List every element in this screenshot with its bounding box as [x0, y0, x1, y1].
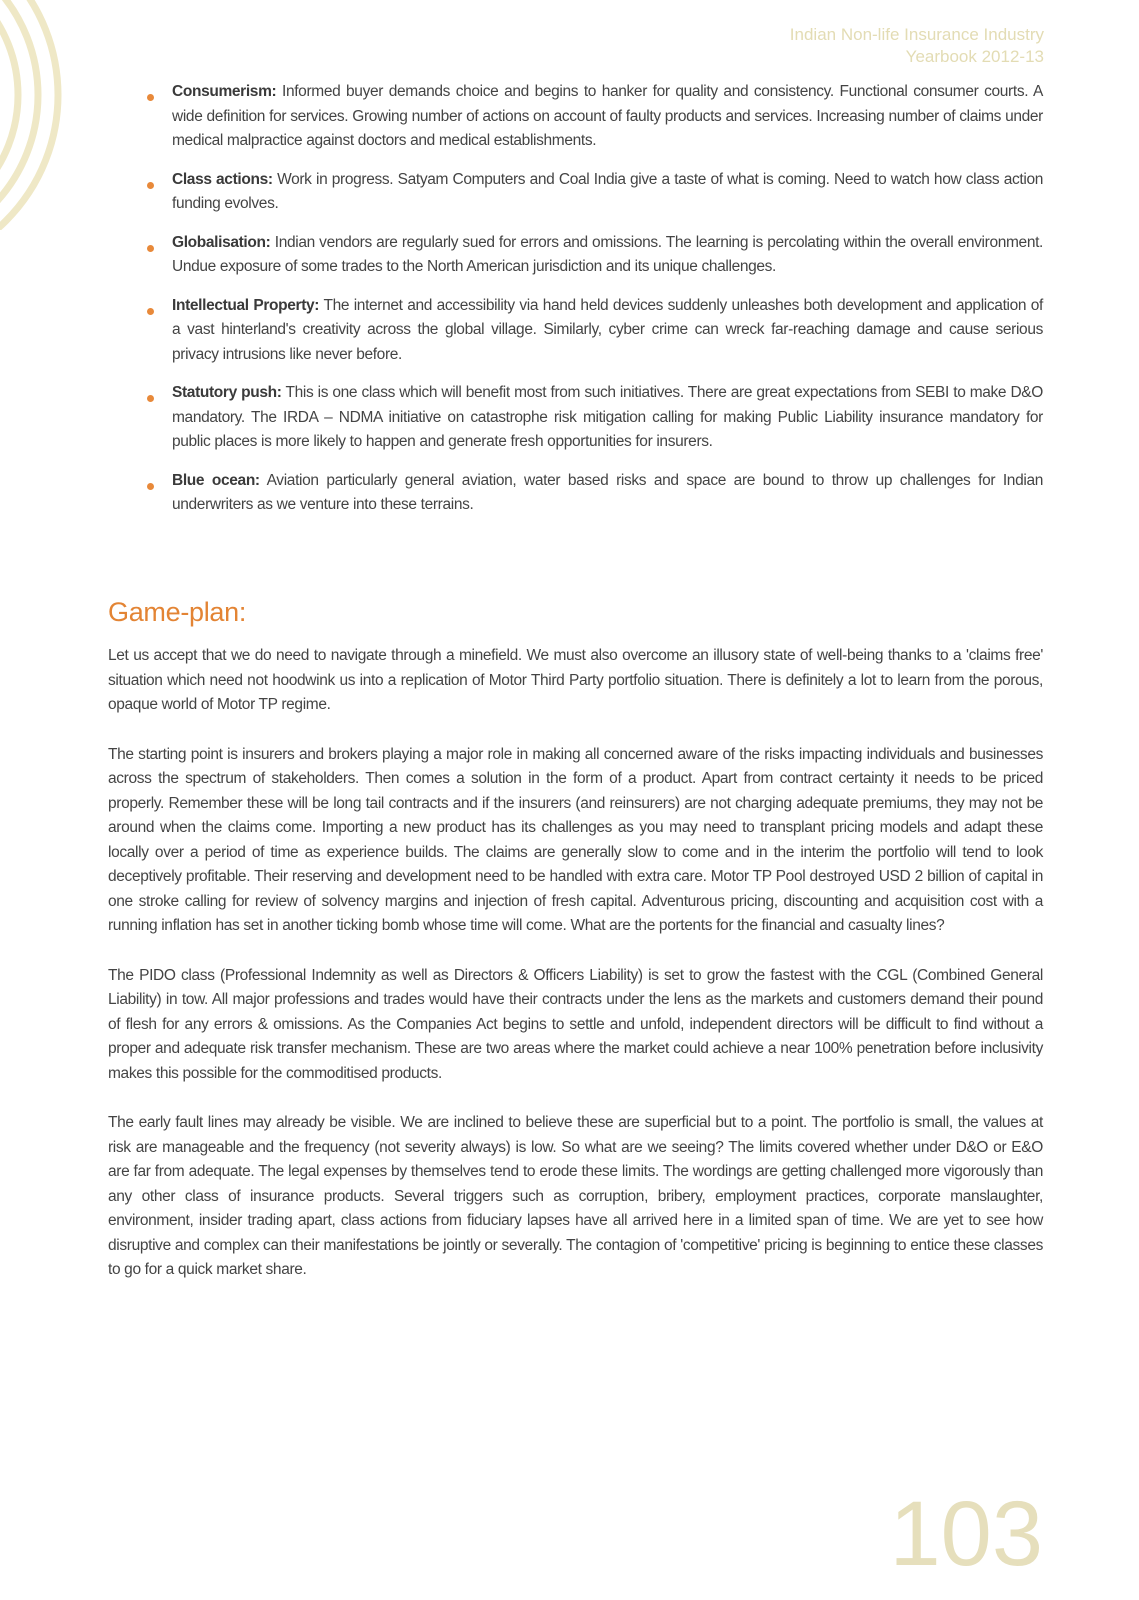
- publication-header: [790, 24, 1044, 68]
- bullet-term: Statutory push:: [172, 384, 282, 401]
- bullet-item-intellectual-property: [145, 294, 1043, 368]
- bullet-term: Intellectual Property:: [172, 296, 320, 314]
- bullet-term: Globalisation:: [172, 233, 271, 251]
- header-title: Indian Non-life Insurance Industry: [789, 25, 1044, 44]
- body-paragraph: The PIDO class (Professional Indemnity as well as Directors & Officers Liability) is set to grow the fastest with the CGL (Combined General Liability) in tow. All major professions and trades would have their contracts under the lens as the markets and customers demand their pound of flesh for any errors & omissions. As the Companies Act begins to settle and unfold, independent directors will be difficult to find without a proper and adequate risk transfer mechanism. These are two areas where the market could achieve a near 100% penetration before inclusivity makes this possible for the commoditised products.: [108, 966, 1043, 1082]
- bullet-dot-icon: [147, 94, 154, 101]
- bullet-text: Work in progress. Satyam Computers and Coal India give a taste of what is coming. Need to watch how class action funding evolves.: [172, 170, 1043, 212]
- bullet-term: Consumerism:: [172, 83, 277, 100]
- bullet-dot-icon: [147, 395, 154, 402]
- page-number: 103: [889, 1483, 1043, 1585]
- section-body: [108, 644, 1043, 1308]
- decorative-arcs: [0, 0, 70, 230]
- body-paragraph: Let us accept that we do need to navigate through a minefield. We must also overcome an illusory state of well-being thanks to a 'claims free' situation which need not hoodwink us into a replication of Motor Third Party portfolio situation. There is definitely a lot to learn from the porous, opaque world of Motor TP regime.: [108, 647, 1043, 713]
- bullet-dot-icon: [147, 483, 154, 490]
- bullet-dot-icon: [147, 182, 154, 189]
- bullet-text: Indian vendors are regularly sued for errors and omissions. The learning is percolating within the overall environment. Undue exposure of some trades to the North American jurisdiction and its unique challenges.: [172, 233, 1043, 275]
- bullet-item-globalisation: [145, 231, 1043, 280]
- bullet-text: This is one class which will benefit most from such initiatives. There are great expectations from SEBI to make D&O mandatory. The IRDA – NDMA initiative on catastrophe risk mitigation calling for making Public Liability insurance mandatory for public places is more likely to happen and generate fresh opportunities for insurers.: [172, 384, 1043, 450]
- bullet-list: [145, 80, 1043, 532]
- bullet-term: Blue ocean:: [172, 471, 260, 489]
- bullet-item-class-actions: [145, 168, 1043, 217]
- header-subtitle: Yearbook 2012-13: [905, 47, 1044, 66]
- section-heading: Game-plan:: [108, 597, 247, 627]
- bullet-text: Informed buyer demands choice and begins to hanker for quality and consistency. Functional consumer courts. A wide definition for services. Growing number of actions on account of faulty products and services. Increasing number of claims under medical malpractice against doctors and medical establishments.: [172, 83, 1043, 149]
- bullet-dot-icon: [147, 245, 154, 252]
- bullet-item-statutory-push: [145, 381, 1043, 455]
- bullet-term: Class actions:: [172, 170, 273, 188]
- body-paragraph: The early fault lines may already be visible. We are inclined to believe these are superficial but to a point. The portfolio is small, the values at risk are manageable and the frequency (not severity always) is low. So what are we seeing? The limits covered whether under D&O or E&O are far from adequate. The legal expenses by themselves tend to erode these limits. The wordings are getting challenged more vigorously than any other class of insurance products. Several triggers such as corruption, bribery, employment practices, corporate manslaughter, environment, insider trading apart, class actions from fiduciary lapses have all arrived here in a limited span of time. We are yet to see how disruptive and complex can their manifestations be jointly or severally. The contagion of 'competitive' pricing is beginning to entice these classes to go for a quick market share.: [108, 1114, 1043, 1278]
- bullet-item-blue-ocean: [145, 469, 1043, 518]
- body-paragraph: The starting point is insurers and brokers playing a major role in making all concerned aware of the risks impacting individuals and businesses across the spectrum of stakeholders. Then comes a solution in the form of a product. Apart from contract certainty it needs to be priced properly. Remember these will be long tail contracts and if the insurers (and reinsurers) are not charging adequate premiums, they may not be around when the claims come. Importing a new product has its challenges as you may need to transplant pricing models and adapt these locally over a period of time as experience builds. The claims are generally slow to come and in the interim the portfolio will tend to look deceptively profitable. Their reserving and development need to be handled with extra care. Motor TP Pool destroyed USD 2 billion of capital in one stroke calling for review of solvency margins and injection of fresh capital. Adventurous pricing, discounting and acquisition cost with a running inflation has set in another ticking bomb whose time will come. What are the portents for the financial and casualty lines?: [108, 745, 1043, 934]
- bullet-dot-icon: [147, 308, 154, 315]
- bullet-item-consumerism: [145, 80, 1043, 154]
- bullet-text: Aviation particularly general aviation, water based risks and space are bound to throw up challenges for Indian underwriters as we venture into these terrains.: [172, 471, 1043, 513]
- bullet-text: The internet and accessibility via hand held devices suddenly unleashes both development and application of a vast hinterland's creativity across the global village. Similarly, cyber crime can wreck far-reaching damage and cause serious privacy intrusions like never before.: [172, 296, 1043, 363]
